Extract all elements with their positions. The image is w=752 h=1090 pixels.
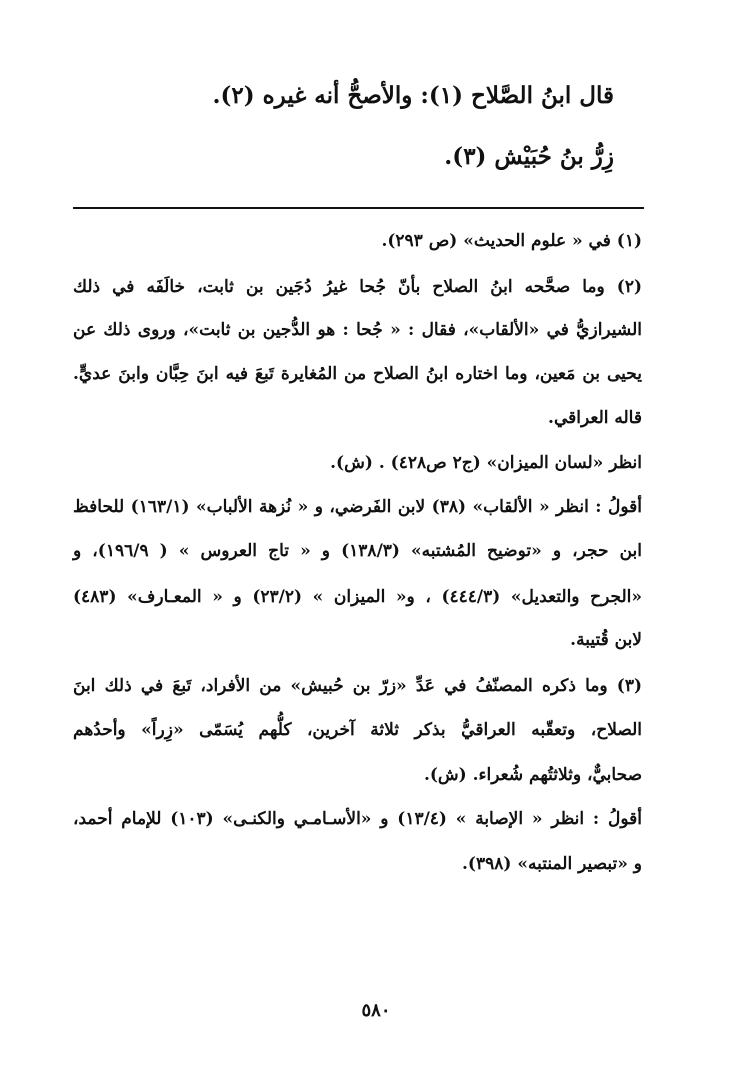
footnote-2-line-9: لابن قُتيبة. xyxy=(570,630,642,650)
page-number: ٥٨٠ xyxy=(361,1000,391,1021)
footnote-3-line-5: و «تبصير المنتبه» (٣٩٨). xyxy=(462,854,642,874)
footnote-2-line-4: قاله العراقي. xyxy=(548,408,642,428)
footnote-3-line-2: الصلاح، وتعقّبه العراقيُّ بذكر ثلاثة آخرين، كلُّهم يُسَمّى «زِراً» وأحدُهم xyxy=(73,720,642,740)
footnote-separator-rule xyxy=(73,207,644,209)
footnote-2-line-2: الشيرازيُّ في «الألقاب»، فقال : « جُحا : هو الدُّجين بن ثابت»، وروى ذلك عن xyxy=(73,320,642,340)
footnote-2-line-8: «الجرح والتعديل» (٤٤٤/٣) ، و« الميزان » (٢٣/٢) و « المعـارف» (٤٨٣) xyxy=(73,587,642,607)
footnote-3-line-3: صحابيٌّ، وثلاثتُهم شُعراء. (ش). xyxy=(423,765,642,785)
footnote-2-line-6: أقولُ : انظر « الألقاب» (٣٨) لابن الفَرضي، و « نُزهة الألباب» (١٦٣/١) للحافظ xyxy=(73,497,642,517)
footnote-2-line-5: انظر «لسان الميزان» (ج٢ ص٤٢٨) . (ش). xyxy=(330,453,642,473)
main-text-line-1: قال ابنُ الصَّلاح (١): والأصحُّ أنه غيره (٢). xyxy=(212,82,614,109)
main-text-line-2: زِرُّ بنُ حُبَيْش (٣). xyxy=(444,143,614,170)
footnote-3-line-1: (٣) وما ذكره المصنّفُ في عَدِّ «زرّ بن حُبيش» من الأفراد، تَبعَ في ذلك ابنَ xyxy=(73,676,642,696)
footnote-2-line-1: (٢) وما صحَّحه ابنُ الصلاح بأنّ جُحا غيرُ دُجَين بن ثابت، خالَفَه في ذلك xyxy=(73,277,642,297)
footnote-1-line-1: (١) في « علوم الحديث» (ص ٢٩٣). xyxy=(381,231,642,251)
footnote-2-line-7: ابن حجر، و «توضيح المُشتبه» (١٣٨/٣) و « تاج العروس » ( ١٩٦/٩)، و xyxy=(73,541,642,561)
footnote-2-line-3: يحيى بن مَعين، وما اختاره ابنُ الصلاح من المُغايرة تَبعَ فيه ابنَ حِبَّان وابنَ عديٍّ. xyxy=(73,364,642,384)
footnote-3-line-4: أقولُ : انظر « الإصابة » (١٣/٤) و «الأسـامـي والكنـى» (١٠٣) للإمام أحمد، xyxy=(73,809,642,829)
